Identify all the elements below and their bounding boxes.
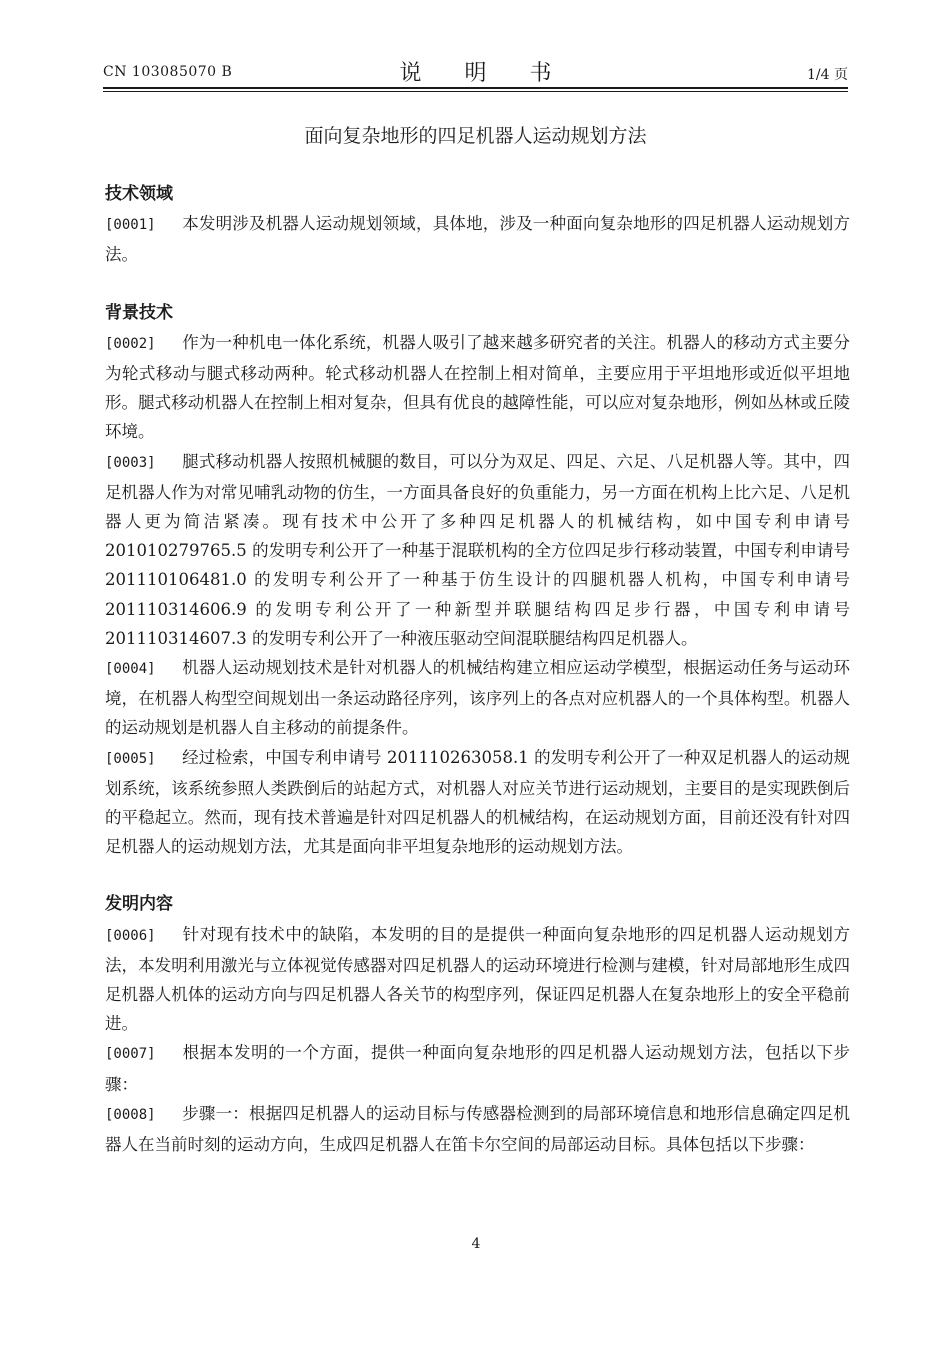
paragraph-text: 机器人运动规划技术是针对机器人的机械结构建立相应运动学模型，根据运动任务与运动环境，在机器人构型空间规划出一条运动路径序列，该序列上的各点对应机器人的一个具体构型。机器人的运动规划是机器人自主移动的前提条件。 [105,658,850,738]
paragraph-0005 [105,743,850,862]
paragraph-number: [0005] [105,750,156,767]
section-technical-field [105,180,850,270]
document-title: 面向复杂地形的四足机器人运动规划方法 [304,125,647,147]
page-number: 4 [471,1236,481,1252]
paragraph-number: [0004] [105,661,156,678]
section-heading: 背景技术 [105,302,173,323]
document-body [105,180,850,1159]
section-background [105,299,850,862]
page-header [103,56,848,86]
paragraph-0002 [105,328,850,447]
paragraph-number: [0006] [105,927,156,944]
paragraph-text: 经过检索，中国专利申请号 201110263058.1 的发明专利公开了一种双足机器人的运动规划系统，该系统参照人类跌倒后的站起方式，对机器人对应关节进行运动规划，主要目的是实现跌倒后的平稳起立。然而，现有技术普遍是针对四足机器人的机械结构，在运动规划方面，目前还没有针对四足机器人的运动规划方法，尤其是面向非平坦复杂地形的运动规划方法。 [105,747,850,857]
paragraph-text: 本发明涉及机器人运动规划领域，具体地，涉及一种面向复杂地形的四足机器人运动规划方法。 [105,214,850,265]
paragraph-number: [0001] [105,217,156,234]
paragraph-0003 [105,447,850,653]
paragraph-text: 根据本发明的一个方面，提供一种面向复杂地形的四足机器人运动规划方法，包括以下步骤： [105,1043,850,1094]
paragraph-0001 [105,209,850,269]
section-summary [105,890,850,1159]
paragraph-number: [0002] [105,335,156,352]
header-rule-thin [103,91,848,92]
paragraph-number: [0007] [105,1046,156,1063]
paragraph-0008 [105,1099,850,1159]
paragraph-number: [0008] [105,1106,156,1123]
patent-number: CN 103085070 B [103,64,233,80]
page-indicator: 1/4 页 [807,67,848,83]
section-heading: 发明内容 [105,894,173,915]
paragraph-0004 [105,653,850,743]
section-heading: 技术领域 [105,184,173,204]
paragraph-number: [0003] [105,454,156,471]
paragraph-text: 针对现有技术中的缺陷，本发明的目的是提供一种面向复杂地形的四足机器人运动规划方法，本发明利用激光与立体视觉传感器对四足机器人的运动环境进行检测与建模，针对局部地形生成四足机器人机体的运动方向与四足机器人各关节的构型序列，保证四足机器人在复杂地形上的安全平稳前进。 [105,924,850,1034]
paragraph-0006 [105,920,850,1039]
paragraph-0007 [105,1038,850,1098]
paragraph-text: 作为一种机电一体化系统，机器人吸引了越来越多研究者的关注。机器人的移动方式主要分为轮式移动与腿式移动两种。轮式移动机器人在控制上相对简单，主要应用于平坦地形或近似平坦地形。腿式移动机器人在控制上相对复杂，但具有优良的越障性能，可以应对复杂地形，例如丛林或丘陵环境。 [105,332,850,442]
paragraph-text: 腿式移动机器人按照机械腿的数目，可以分为双足、四足、六足、八足机器人等。其中，四足机器人作为对常见哺乳动物的仿生，一方面具备良好的负重能力，另一方面在机构上比六足、八足机器人更为简洁紧凑。现有技术中公开了多种四足机器人的机械结构，如中国专利申请号 201010279765.5 的发明专利公开了一种基于混联机构的全方位四足步行移动装置，中国专利申请号 201110106481.0 的发明专利公开了一种基于仿生设计的四腿机器人机构，中国专利申请号 201110314606.9 的发明专利公开了一种新型并联腿结构四足步行器，中国专利申请号 201110314607.3 的发明专利公开了一种液压驱动空间混联腿结构四足机器人。 [105,451,850,648]
header-rule-thick [103,87,848,89]
document-type: 说 明 书 [399,61,570,86]
paragraph-text: 步骤一：根据四足机器人的运动目标与传感器检测到的局部环境信息和地形信息确定四足机器人在当前时刻的运动方向，生成四足机器人在笛卡尔空间的局部运动目标。具体包括以下步骤： [105,1103,850,1155]
